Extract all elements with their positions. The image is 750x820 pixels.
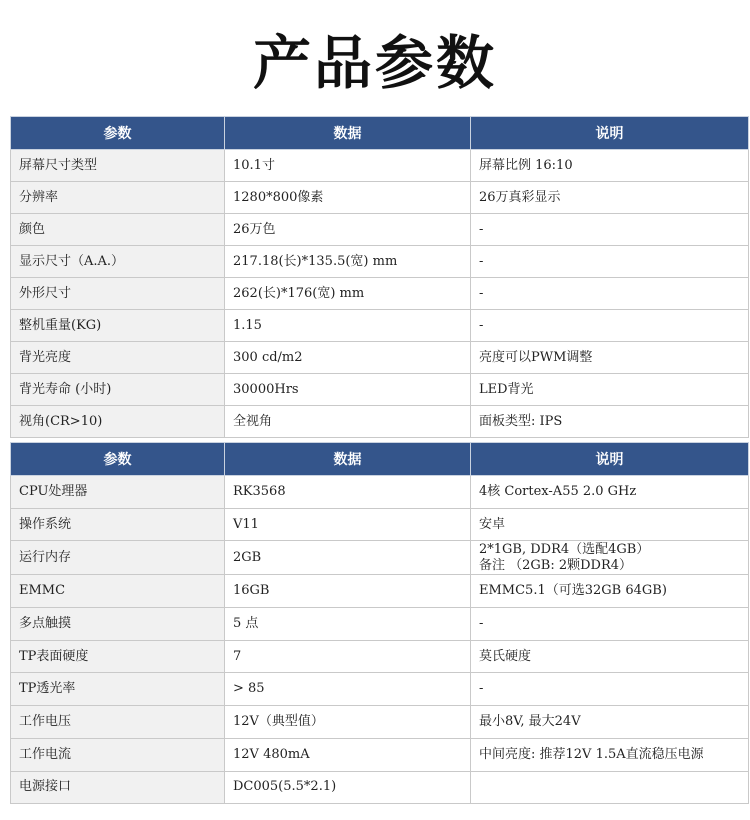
display-spec-table (10, 116, 749, 438)
table-header-row (11, 443, 749, 476)
param-cell: 分辨率 (11, 182, 225, 214)
param-cell: 颜色 (11, 214, 225, 246)
data-cell: 5 点 (225, 608, 471, 641)
data-cell: 262(长)*176(宽) mm (225, 278, 471, 310)
param-cell: 背光亮度 (11, 342, 225, 374)
header-note: 说明 (471, 117, 749, 150)
display-spec-body (11, 150, 749, 438)
data-cell: V11 (225, 508, 471, 541)
param-cell: 整机重量(KG) (11, 310, 225, 342)
data-cell: 7 (225, 640, 471, 673)
param-cell: CPU处理器 (11, 476, 225, 509)
header-data: 数据 (225, 443, 471, 476)
note-cell: 面板类型: IPS (471, 406, 749, 438)
note-cell: 最小8V, 最大24V (471, 706, 749, 739)
table-row (11, 310, 749, 342)
note-cell: - (471, 278, 749, 310)
table-row (11, 771, 749, 804)
param-cell: 外形尺寸 (11, 278, 225, 310)
hardware-spec-body (11, 476, 749, 804)
note-cell: - (471, 214, 749, 246)
note-cell: 4核 Cortex-A55 2.0 GHz (471, 476, 749, 509)
table-row (11, 738, 749, 771)
data-cell: 12V（典型值） (225, 706, 471, 739)
page-title: 产品参数 (252, 29, 497, 97)
table-header-row (11, 117, 749, 150)
data-cell: 1280*800像素 (225, 182, 471, 214)
param-cell: TP表面硬度 (11, 640, 225, 673)
note-cell: 屏幕比例 16:10 (471, 150, 749, 182)
table-row (11, 640, 749, 673)
data-cell: 16GB (225, 575, 471, 608)
note-cell: LED背光 (471, 374, 749, 406)
param-cell: 显示尺寸（A.A.） (11, 246, 225, 278)
data-cell: 1.15 (225, 310, 471, 342)
param-cell: 工作电流 (11, 738, 225, 771)
param-cell: TP透光率 (11, 673, 225, 706)
data-cell: 10.1寸 (225, 150, 471, 182)
note-cell: - (471, 310, 749, 342)
data-cell: 2GB (225, 541, 471, 575)
table-row (11, 214, 749, 246)
note-cell: 2*1GB, DDR4（选配4GB） 备注 （2GB: 2颗DDR4） (471, 541, 749, 575)
header-param: 参数 (11, 443, 225, 476)
note-cell: - (471, 673, 749, 706)
table-row (11, 406, 749, 438)
hardware-spec-table (10, 442, 749, 804)
header-param: 参数 (11, 117, 225, 150)
param-cell: 视角(CR>10) (11, 406, 225, 438)
data-cell: > 85 (225, 673, 471, 706)
data-cell: 300 cd/m2 (225, 342, 471, 374)
param-cell: 电源接口 (11, 771, 225, 804)
param-cell: 工作电压 (11, 706, 225, 739)
param-cell: 背光寿命 (小时) (11, 374, 225, 406)
table-row (11, 246, 749, 278)
param-cell: 多点触摸 (11, 608, 225, 641)
note-cell (471, 771, 749, 804)
data-cell: 12V 480mA (225, 738, 471, 771)
table-row (11, 608, 749, 641)
note-cell: EMMC5.1（可选32GB 64GB) (471, 575, 749, 608)
data-cell: 30000Hrs (225, 374, 471, 406)
data-cell: RK3568 (225, 476, 471, 509)
param-cell: EMMC (11, 575, 225, 608)
data-cell: 217.18(长)*135.5(宽) mm (225, 246, 471, 278)
note-cell: 26万真彩显示 (471, 182, 749, 214)
table-row (11, 673, 749, 706)
header-note: 说明 (471, 443, 749, 476)
table-row (11, 541, 749, 575)
table-row (11, 342, 749, 374)
param-cell: 屏幕尺寸类型 (11, 150, 225, 182)
param-cell: 操作系统 (11, 508, 225, 541)
note-cell: - (471, 246, 749, 278)
table-row (11, 150, 749, 182)
data-cell: 26万色 (225, 214, 471, 246)
table-row (11, 508, 749, 541)
table-row (11, 182, 749, 214)
table-row (11, 575, 749, 608)
data-cell: DC005(5.5*2.1) (225, 771, 471, 804)
table-row (11, 278, 749, 310)
note-cell: 中间亮度: 推荐12V 1.5A直流稳压电源 (471, 738, 749, 771)
table-row (11, 706, 749, 739)
table-row (11, 476, 749, 509)
table-row (11, 374, 749, 406)
header-data: 数据 (225, 117, 471, 150)
note-cell: - (471, 608, 749, 641)
data-cell: 全视角 (225, 406, 471, 438)
note-cell: 亮度可以PWM调整 (471, 342, 749, 374)
note-cell: 安卓 (471, 508, 749, 541)
note-cell: 莫氏硬度 (471, 640, 749, 673)
param-cell: 运行内存 (11, 541, 225, 575)
